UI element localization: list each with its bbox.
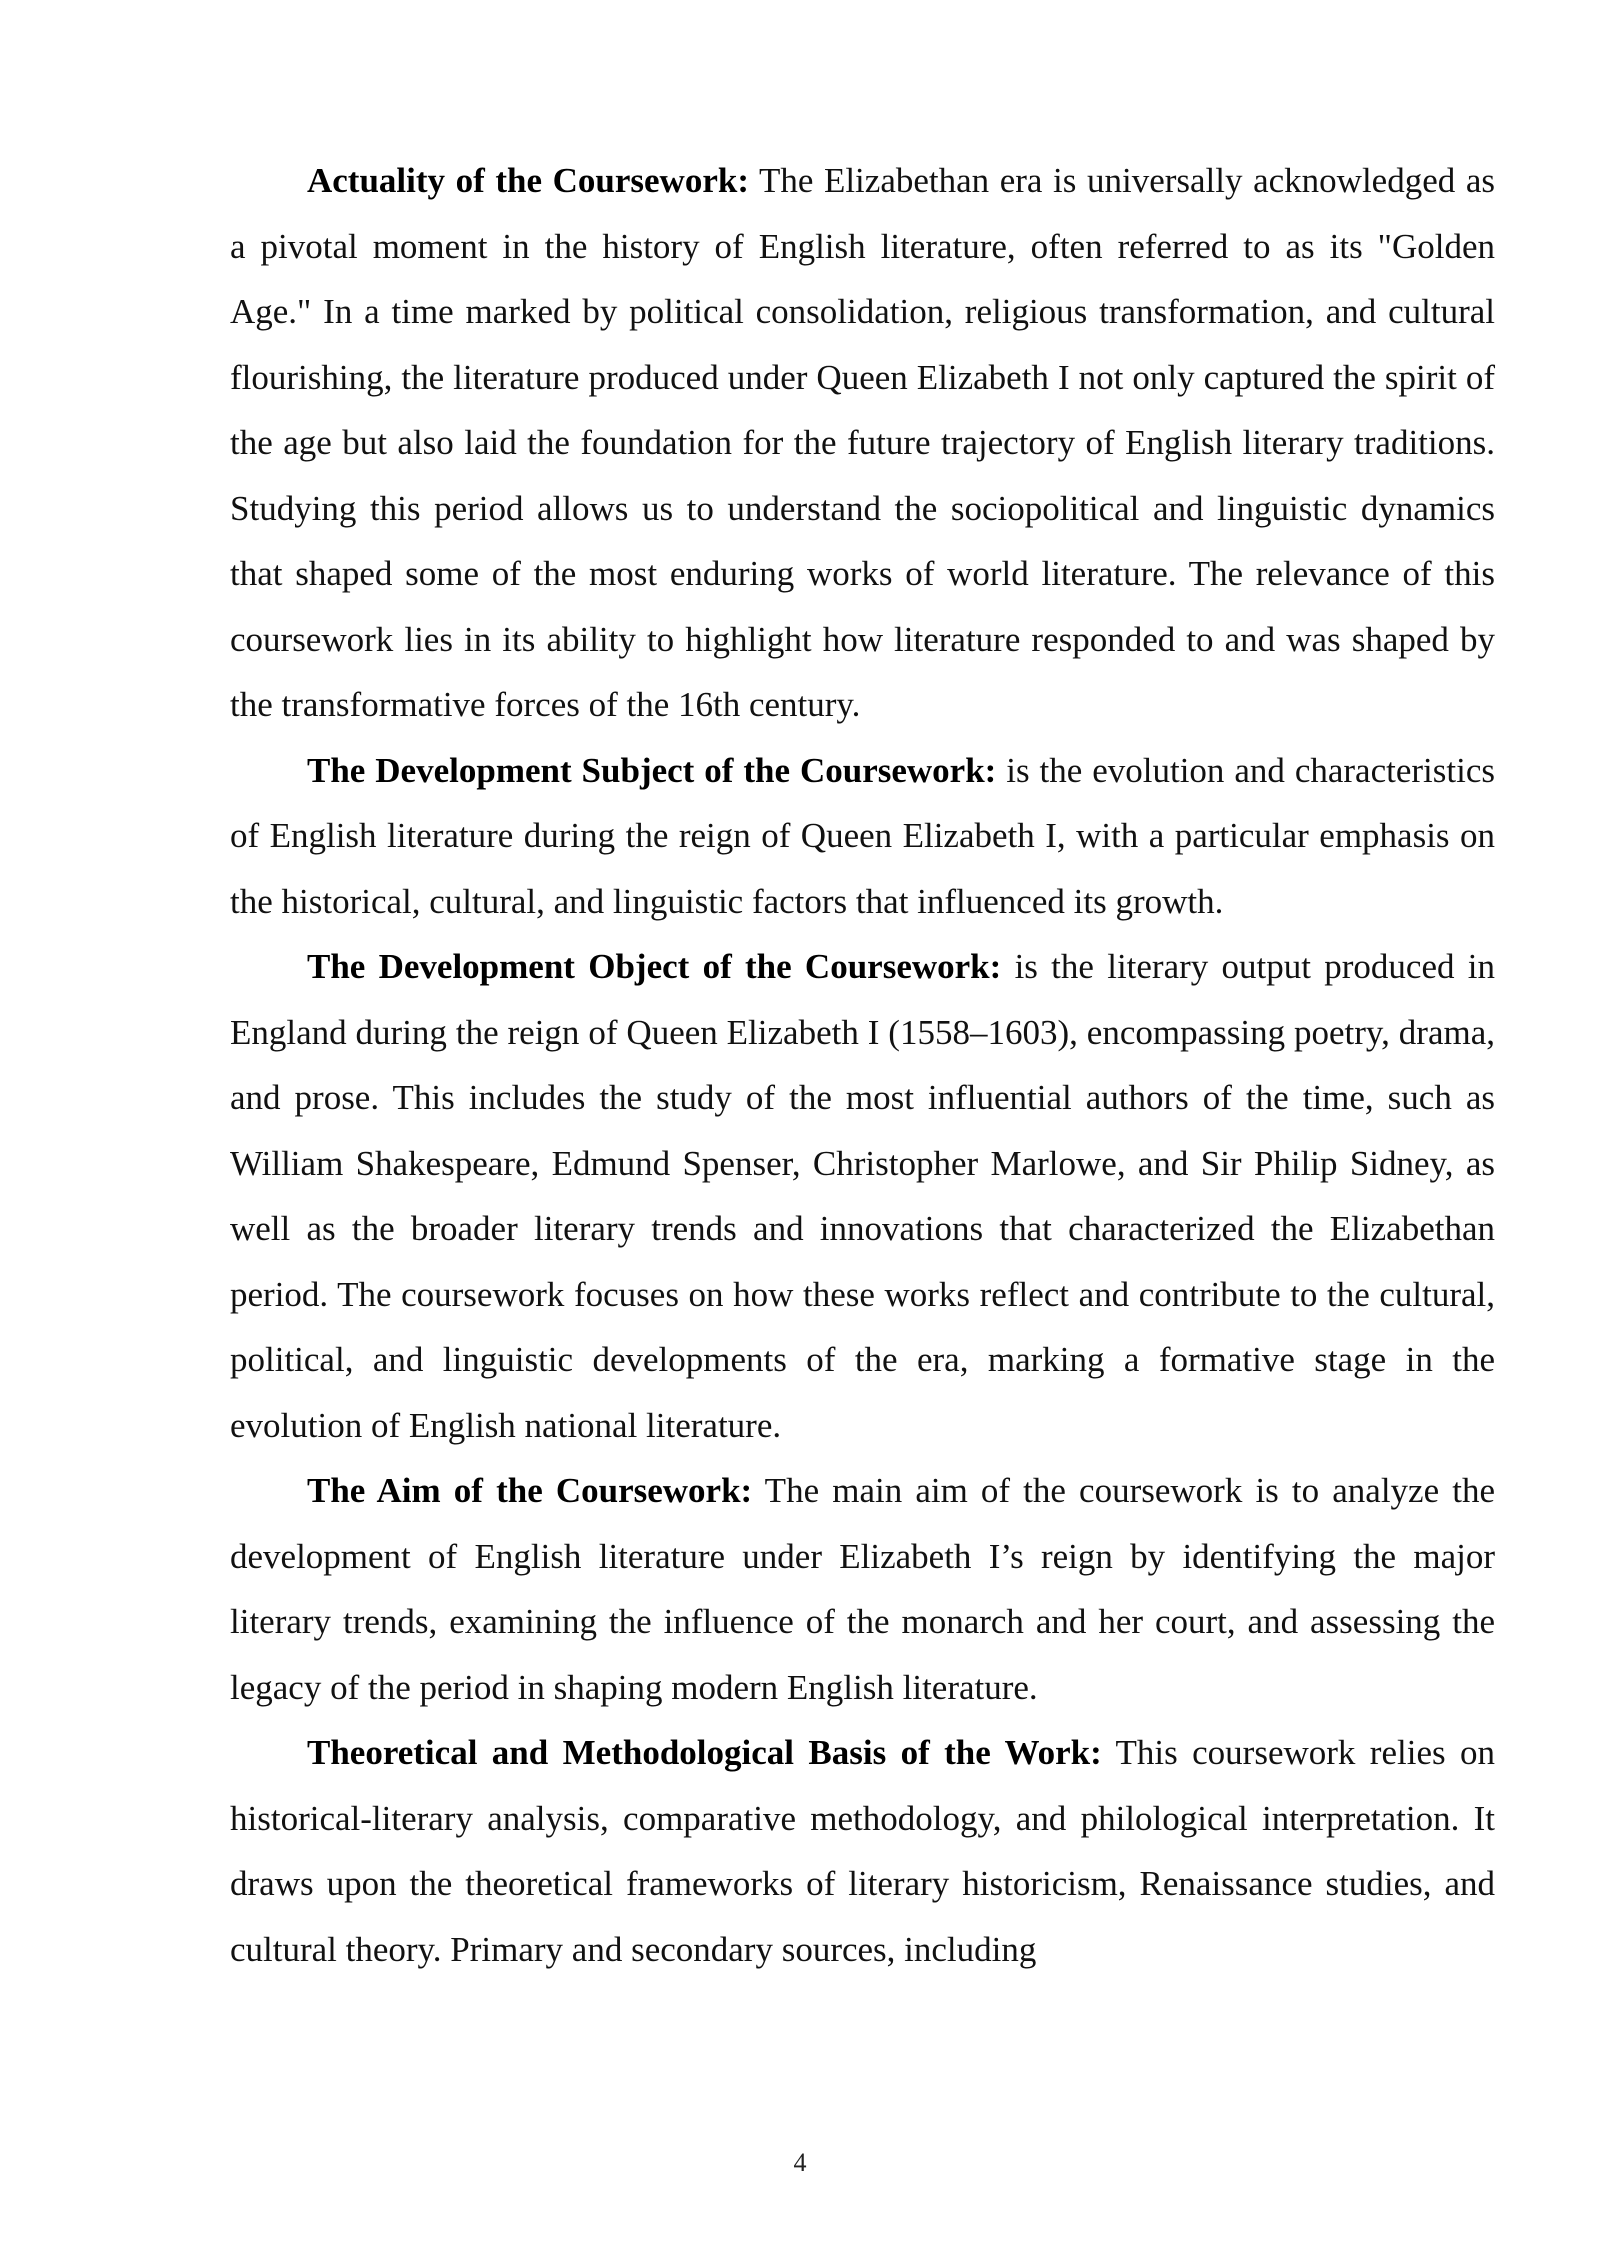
paragraph-text: The main aim of the coursework is to analyze the development of English literature under Elizabeth I’s reign by identifying the major literary trends, examining the influence of the monarch and her court, and assessing the legacy of the period in shaping modern English literature. — [230, 1471, 1495, 1707]
heading-actuality: Actuality of the Coursework: — [307, 161, 749, 200]
heading-development-subject: The Development Subject of the Coursework: — [307, 750, 997, 790]
paragraph-theoretical-basis — [230, 1720, 1495, 1982]
paragraph-development-object — [230, 934, 1495, 1458]
paragraph-aim — [230, 1458, 1495, 1720]
body-text — [230, 148, 1495, 1982]
heading-theoretical-basis: Theoretical and Methodological Basis of the Work: — [307, 1733, 1102, 1772]
paragraph-development-subject — [230, 738, 1495, 935]
page-number: 4 — [793, 2148, 807, 2177]
paragraph-text: The Elizabethan era is universally acknowledged as a pivotal moment in the history of English literature, often referred to as its "Golden Age." In a time marked by political consolidation, religious transformation, and cultural flourishing, the literature produced under Queen Elizabeth I not only captured the spirit of the age but also laid the foundation for the future trajectory of English literary traditions. Studying this period allows us to understand the sociopolitical and linguistic dynamics that shaped some of the most enduring works of world literature. The relevance of this coursework lies in its ability to highlight how literature responded to and was shaped by the transformative forces of the 16th century. — [230, 161, 1495, 724]
heading-development-object: The Development Object of the Coursework: — [307, 947, 1002, 986]
paragraph-text: is the literary output produced in England during the reign of Queen Elizabeth I (1558–1603), encompassing poetry, drama, and prose. This includes the study of the most influential authors of the time, such as William Shakespeare, Edmund Spenser, Christopher Marlowe, and Sir Philip Sidney, as well as the broader literary trends and innovations that characterized the Elizabethan period. The coursework focuses on how these works reflect and contribute to the cultural, political, and linguistic developments of the era, marking a formative stage in the evolution of English national literature. — [230, 947, 1495, 1445]
paragraph-text: is the evolution and characteristics of English literature during the reign of Queen Elizabeth I, with a particular emphasis on the historical, cultural, and linguistic factors that influenced its growth. — [230, 750, 1495, 921]
heading-aim: The Aim of the Coursework: — [307, 1471, 753, 1510]
paragraph-text: This coursework relies on historical-literary analysis, comparative methodology, and philological interpretation. It draws upon the theoretical frameworks of literary historicism, Renaissance studies, and cultural theory. Primary and secondary sources, including — [230, 1733, 1495, 1969]
paragraph-actuality — [230, 148, 1495, 738]
